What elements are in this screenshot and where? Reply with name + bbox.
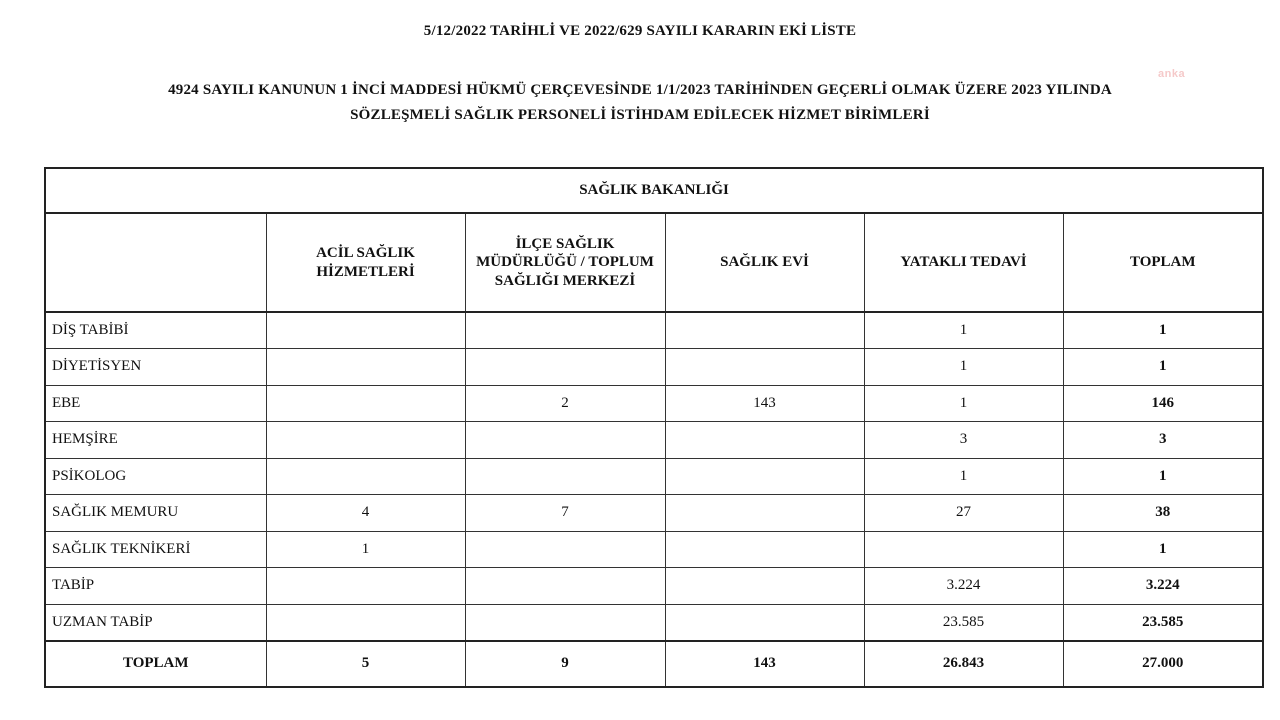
district-cell: [465, 458, 665, 495]
total-emergency-cell: 5: [266, 641, 465, 687]
total-cell: 1: [1063, 531, 1263, 568]
table-row: [45, 531, 1263, 568]
inpatient-cell: 1: [864, 385, 1063, 422]
row-label-cell: DİYETİSYEN: [45, 349, 266, 386]
emergency-cell: [266, 349, 465, 386]
total-row: [45, 641, 1263, 687]
total-cell: 3.224: [1063, 568, 1263, 605]
row-label-cell: SAĞLIK TEKNİKERİ: [45, 531, 266, 568]
table-row: [45, 385, 1263, 422]
emergency-cell: [266, 422, 465, 459]
emergency-cell: [266, 604, 465, 641]
grand-total-cell: 27.000: [1063, 641, 1263, 687]
corner-header-cell: [45, 213, 266, 312]
health-house-cell: [665, 349, 864, 386]
total-district-cell: 9: [465, 641, 665, 687]
list-title-line-1: 4924 SAYILI KANUNUN 1 İNCİ MADDESİ HÜKMÜ ÇERÇEVESİNDE 1/1/2023 TARİHİNDEN GEÇERLİ OLMAK ÜZERE 2023 YILINDA: [168, 82, 1112, 98]
total-health-house-cell: 143: [665, 641, 864, 687]
total-cell: 1: [1063, 349, 1263, 386]
inpatient-cell: 27: [864, 495, 1063, 532]
row-label-cell: EBE: [45, 385, 266, 422]
district-cell: [465, 604, 665, 641]
inpatient-cell: 3.224: [864, 568, 1063, 605]
total-cell: 38: [1063, 495, 1263, 532]
header-emergency-health-services: ACİL SAĞLIK HİZMETLERİ: [266, 213, 465, 312]
table-row: [45, 568, 1263, 605]
health-house-cell: [665, 422, 864, 459]
emergency-cell: [266, 568, 465, 605]
health-house-cell: [665, 312, 864, 349]
district-cell: [465, 531, 665, 568]
health-house-cell: [665, 604, 864, 641]
total-cell: 1: [1063, 458, 1263, 495]
header-total: TOPLAM: [1063, 213, 1263, 312]
health-house-cell: [665, 568, 864, 605]
row-label-cell: TABİP: [45, 568, 266, 605]
header-health-house: SAĞLIK EVİ: [665, 213, 864, 312]
row-label-cell: SAĞLIK MEMURU: [45, 495, 266, 532]
emergency-cell: [266, 385, 465, 422]
staff-allocation-table: [44, 167, 1264, 688]
table-row: [45, 458, 1263, 495]
row-label-cell: DİŞ TABİBİ: [45, 312, 266, 349]
ministry-name: SAĞLIK BAKANLIĞI: [45, 168, 1263, 213]
district-cell: 7: [465, 495, 665, 532]
total-cell: 146: [1063, 385, 1263, 422]
district-cell: [465, 422, 665, 459]
total-cell: 23.585: [1063, 604, 1263, 641]
district-cell: [465, 349, 665, 386]
watermark-logo: anka: [1158, 68, 1186, 80]
health-house-cell: [665, 531, 864, 568]
total-cell: 1: [1063, 312, 1263, 349]
inpatient-cell: 23.585: [864, 604, 1063, 641]
header-district-health-directorate: İLÇE SAĞLIK MÜDÜRLÜĞÜ / TOPLUM SAĞLIĞI MERKEZİ: [465, 213, 665, 312]
data-rows: [45, 312, 1263, 641]
row-label-cell: PSİKOLOG: [45, 458, 266, 495]
inpatient-cell: 1: [864, 312, 1063, 349]
total-cell: 3: [1063, 422, 1263, 459]
health-house-cell: [665, 495, 864, 532]
ministry-header-row: [45, 168, 1263, 213]
table-row: [45, 495, 1263, 532]
list-title-line-2: SÖZLEŞMELİ SAĞLIK PERSONELİ İSTİHDAM EDİLECEK HİZMET BİRİMLERİ: [350, 107, 930, 123]
health-house-cell: [665, 458, 864, 495]
emergency-cell: 4: [266, 495, 465, 532]
inpatient-cell: 1: [864, 349, 1063, 386]
row-label-cell: UZMAN TABİP: [45, 604, 266, 641]
table-row: [45, 349, 1263, 386]
district-cell: 2: [465, 385, 665, 422]
emergency-cell: [266, 458, 465, 495]
total-row-label: TOPLAM: [45, 641, 266, 687]
inpatient-cell: 3: [864, 422, 1063, 459]
column-header-row: [45, 213, 1263, 312]
health-house-cell: 143: [665, 385, 864, 422]
inpatient-cell: [864, 531, 1063, 568]
district-cell: [465, 312, 665, 349]
emergency-cell: 1: [266, 531, 465, 568]
decision-annex-title: 5/12/2022 TARİHLİ VE 2022/629 SAYILI KARARIN EKİ LİSTE: [423, 23, 857, 39]
total-inpatient-cell: 26.843: [864, 641, 1063, 687]
table-row: [45, 312, 1263, 349]
district-cell: [465, 568, 665, 605]
table-row: [45, 604, 1263, 641]
emergency-cell: [266, 312, 465, 349]
table-row: [45, 422, 1263, 459]
inpatient-cell: 1: [864, 458, 1063, 495]
row-label-cell: HEMŞİRE: [45, 422, 266, 459]
header-inpatient-treatment: YATAKLI TEDAVİ: [864, 213, 1063, 312]
